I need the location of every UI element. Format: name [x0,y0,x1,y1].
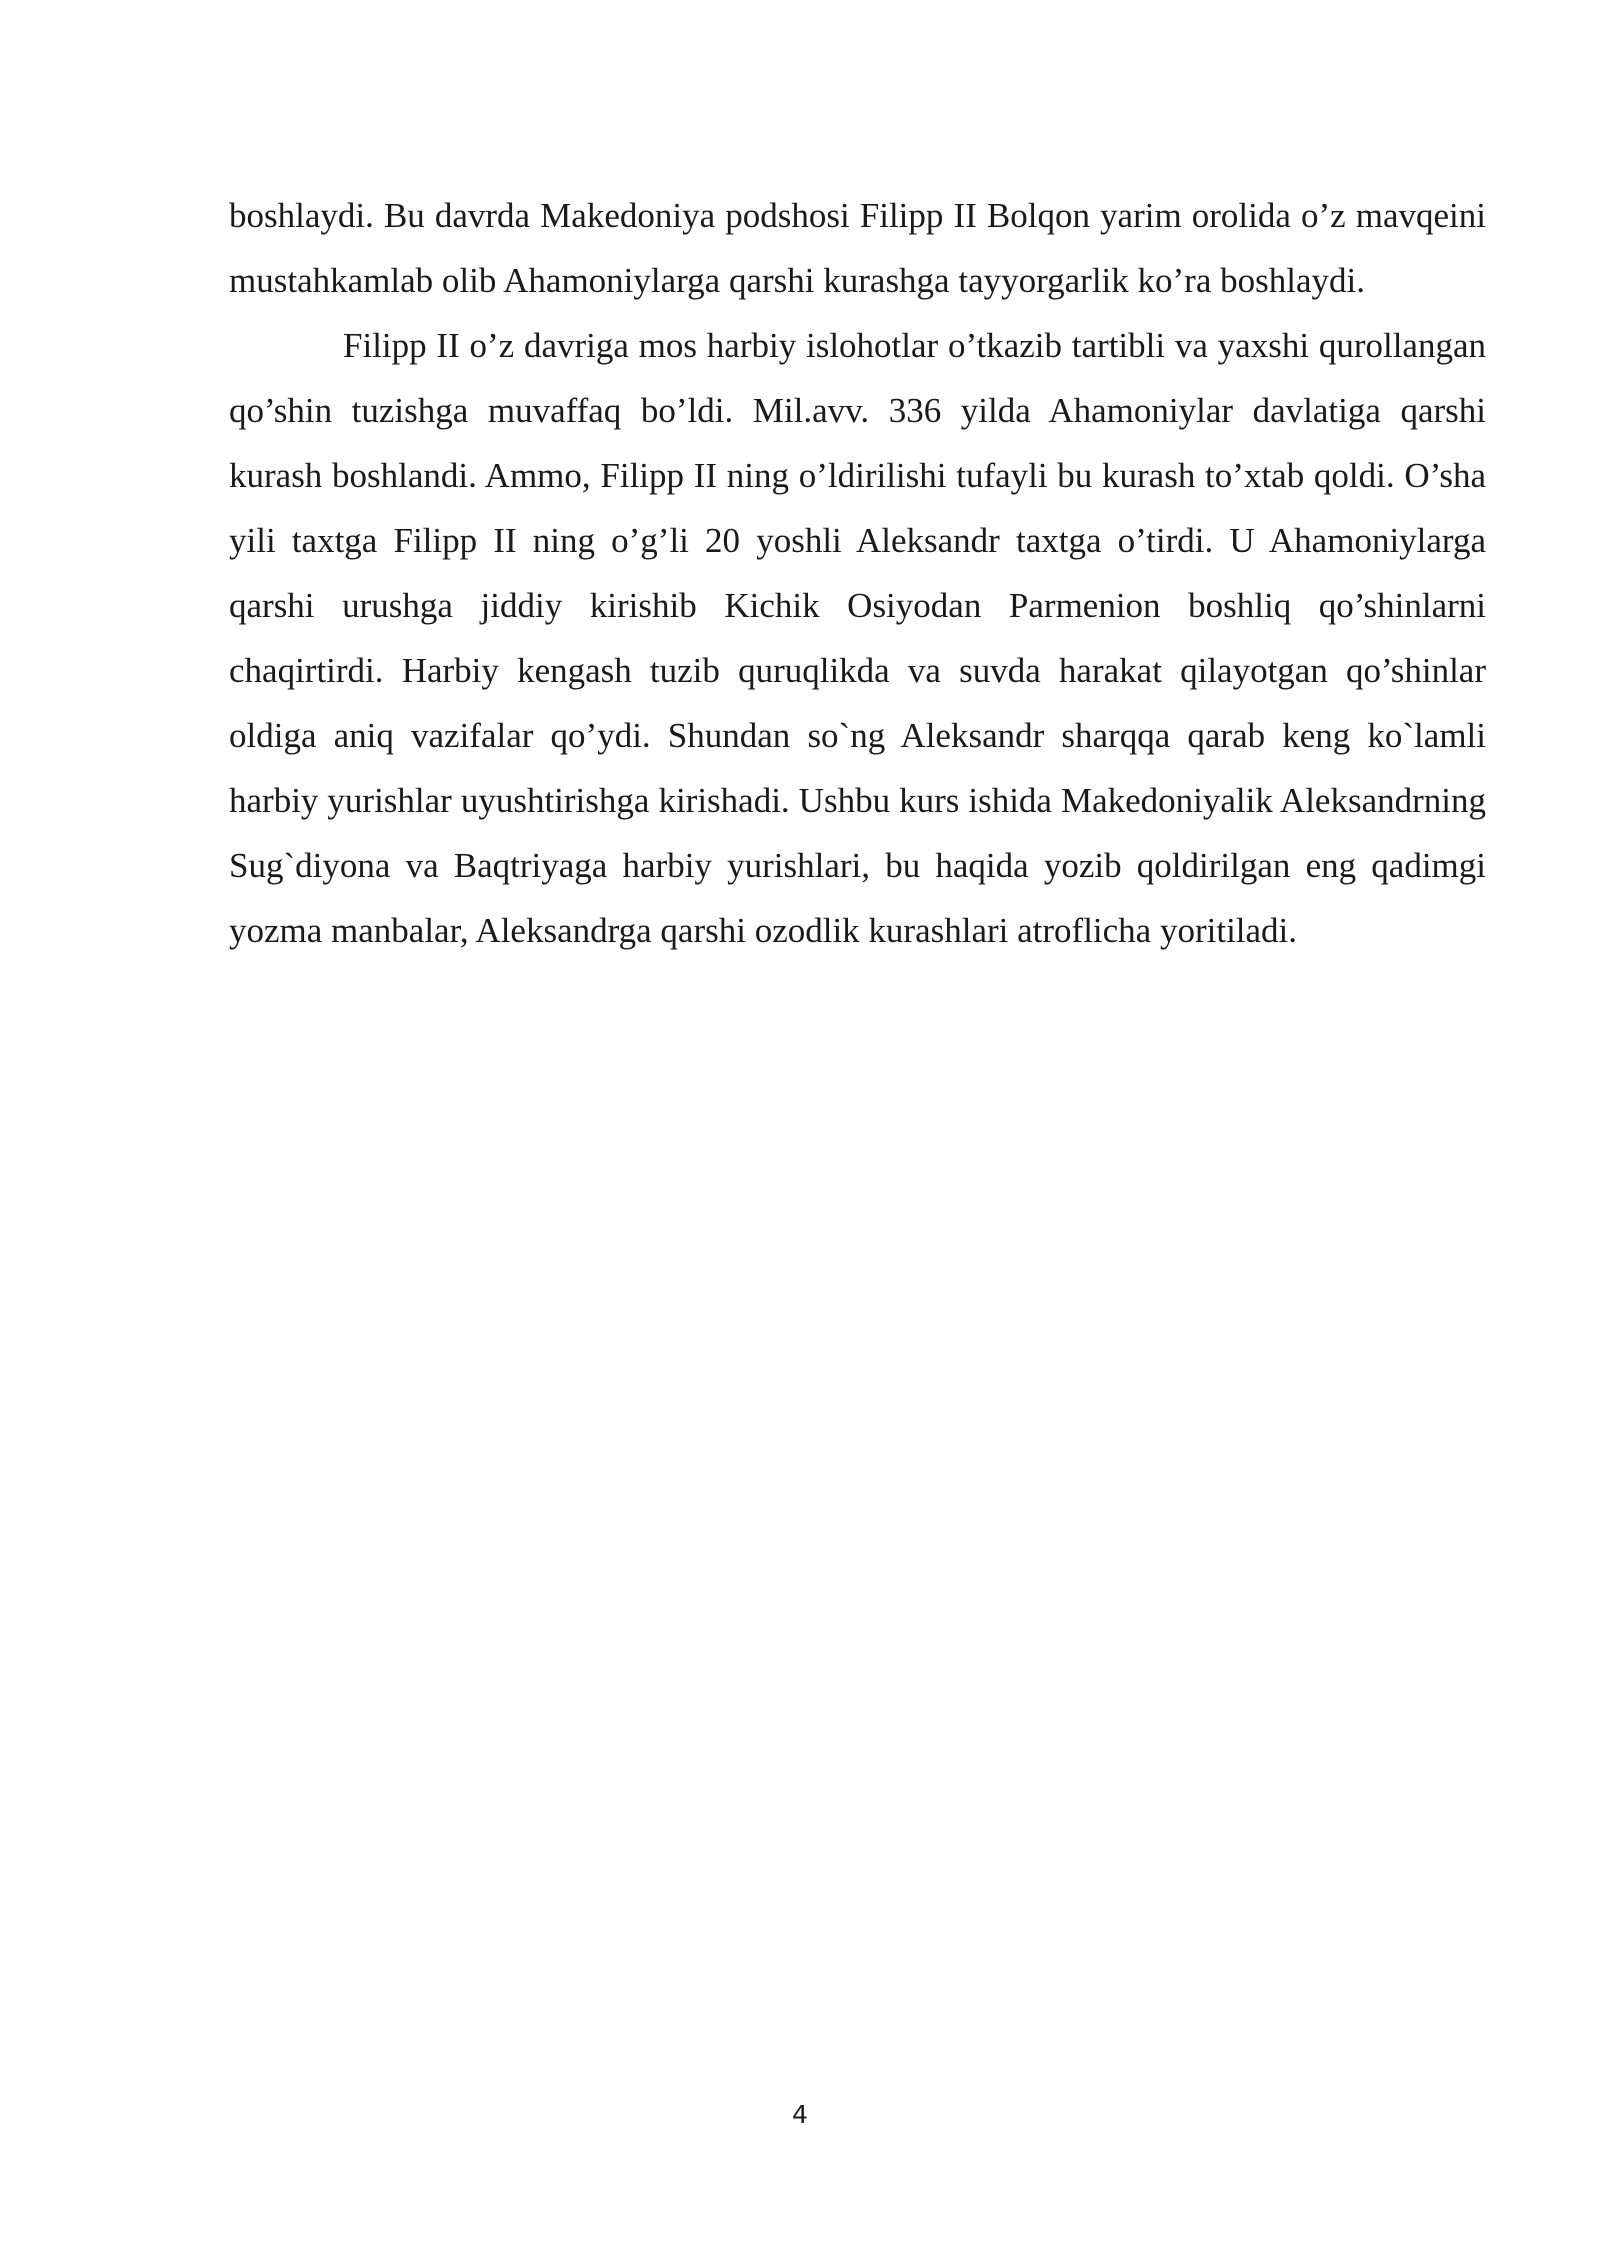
body-text [229,183,1486,963]
page-number: 4 [792,2100,808,2129]
paragraph-continuation: boshlaydi. Bu davrda Makedoniya podshosi Filipp II Bolqon yarim orolida o’z mavqeini mustahkamlab olib Ahamoniylarga qarshi kurashga tayyorgarlik ko’ra boshlaydi. [229,196,1486,300]
paragraph-filipp: Filipp II o’z davriga mos harbiy islohotlar o’tkazib tartibli va yaxshi qurollangan qo’shin tuzishga muvaffaq bo’ldi. Mil.avv. 336 yilda Ahamoniylar davlatiga qarshi kurash boshlandi. Ammo, Filipp II ning o’ldirilishi tufayli bu kurash to’xtab qoldi. O’sha yili taxtga Filipp II ning o’g’li 20 yoshli Aleksandr taxtga o’tirdi. U Ahamoniylarga qarshi urushga jiddiy kirishib Kichik Osiyodan Parmenion boshliq qo’shinlarni chaqirtirdi. Harbiy kengash tuzib quruqlikda va suvda harakat qilayotgan qo’shinlar oldiga aniq vazifalar qo’ydi. Shundan so`ng Aleksandr sharqqa qarab keng ko`lamli harbiy yurishlar uyushtirishga kirishadi. Ushbu kurs ishida Makedoniyalik Aleksandrning Sug`diyona va Baqtriyaga harbiy yurishlari, bu haqida yozib qoldirilgan eng qadimgi yozma manbalar, Aleksandrga qarshi ozodlik kurashlari atroflicha yoritiladi. [229,326,1486,950]
